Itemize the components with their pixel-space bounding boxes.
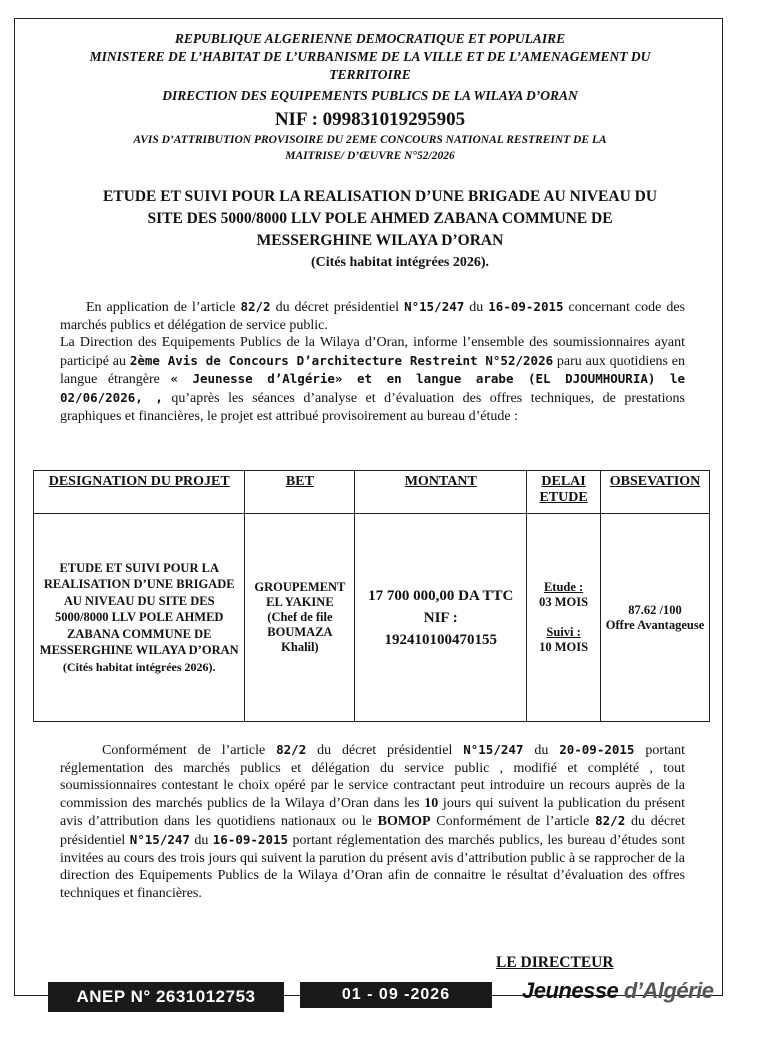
p2-text: du décret présidentiel xyxy=(60,814,685,848)
table-header-row xyxy=(34,471,710,514)
delai-suivi: 10 MOIS xyxy=(539,640,589,654)
signature-directeur: LE DIRECTEUR xyxy=(496,954,614,971)
montant-nif-label: NIF : xyxy=(423,609,458,626)
col-header-montant: MONTANT xyxy=(355,471,527,514)
p1-text: du xyxy=(464,300,489,315)
header-republic: REPUBLIQUE ALGERIENNE DEMOCRATIQUE ET POPULAIRE xyxy=(174,31,566,46)
header-direction: DIRECTION DES EQUIPEMENTS PUBLICS DE LA WILAYA D’ORAN xyxy=(162,88,578,103)
cell-delai xyxy=(527,514,601,722)
attribution-table xyxy=(33,470,710,722)
title-line-2: SITE DES 5000/8000 LLV POLE AHMED ZABANA COMMUNE DE xyxy=(147,210,613,227)
anep-badge: ANEP N° 2631012753 xyxy=(48,982,284,1012)
p2-text: Conformément de l’article xyxy=(102,743,277,758)
p2-bomop: BOMOP xyxy=(377,814,431,830)
col-header-observation: OBSEVATION xyxy=(601,471,710,514)
bet-name: GROUPEMENT EL YAKINE xyxy=(254,580,346,609)
p1-concours: 2ème Avis de Concours D’architecture Restreint N°52/2026 xyxy=(129,352,554,368)
observation-text: Offre Avantageuse xyxy=(605,617,705,632)
delai-etude-label: Etude : xyxy=(543,580,584,594)
avis-line-1: AVIS D’ATTRIBUTION PROVISOIRE DU 2EME CONCOURS NATIONAL RESTREINT DE LA xyxy=(133,134,607,146)
journal-name-part1: Jeunesse xyxy=(522,978,619,1003)
p2-article-2: 82/2 xyxy=(595,813,626,829)
cell-montant xyxy=(355,514,527,722)
project-title xyxy=(40,186,720,274)
p1-text: concernant code des marchés publics et délégation de service public. xyxy=(60,300,686,333)
p1-journals: « Jeunesse d’Algérie» et en langue arabe (EL DJOUMHOURIA) le 02/06/2026, , xyxy=(60,371,685,405)
paragraph-recours xyxy=(60,741,685,902)
delai-suivi-label: Suivi : xyxy=(546,625,581,639)
col-header-delai: DELAI ETUDE xyxy=(527,471,601,514)
p2-decree-2: N°15/247 xyxy=(129,831,190,847)
cell-bet xyxy=(245,514,355,722)
header-territoire: TERRITOIRE xyxy=(329,67,411,82)
observation-score: 87.62 /100 xyxy=(628,602,682,617)
delai-etude: 03 MOIS xyxy=(539,595,589,609)
p2-text: jours qui suivent la publication du présent avis d’attribution dans les quotidiens nationaux ou le xyxy=(60,795,685,830)
cell-designation xyxy=(34,514,245,722)
table-row xyxy=(34,514,710,722)
designation-cites: (Cités habitat intégrées 2026). xyxy=(62,659,216,674)
p1-text: du décret présidentiel xyxy=(270,300,405,315)
p2-decree: N°15/247 xyxy=(463,742,524,757)
p1-decree: N°15/247 xyxy=(404,299,465,314)
p2-article: 82/2 xyxy=(276,742,307,757)
cell-observation xyxy=(601,514,710,722)
p1-article: 82/2 xyxy=(240,299,271,314)
p2-text: du décret présidentiel xyxy=(306,743,464,758)
header-nif: NIF : 099831019295905 xyxy=(274,109,466,130)
designation-text: ETUDE ET SUIVI POUR LA REALISATION D’UNE BRIGADE AU NIVEAU DU SITE DES 5000/8000 LLV POLE AHMED ZABANA COMMUNE DE MESSERGHINE WILAYA D’ORAN xyxy=(39,560,239,658)
p2-text: portant réglementation des marchés publics, les bureau d’études sont invitées au cours des trois jours qui suivent la parution du présent avis d’attribution public à se rapprocher de la direction des Equipements Publics de la Wilaya d’Oran afin de connaitre le résultat d’évaluation des offres techniques et financières. xyxy=(60,832,686,901)
title-line-1: ETUDE ET SUIVI POUR LA REALISATION D’UNE BRIGADE AU NIVEAU DU xyxy=(102,188,658,205)
p2-text: du xyxy=(523,743,560,758)
paragraph-intro xyxy=(60,298,685,425)
p2-date: 20-09-2015 xyxy=(559,742,635,757)
journal-name-part2: d’Algérie xyxy=(618,978,714,1003)
p1-text: qu’après les séances d’analyse et d’évaluation des offres techniques, de prestations graphiques et financières, le projet est attribué provisoirement au bureau d’étude : xyxy=(60,390,685,424)
p1-text: La Direction des Equipements Publics de la Wilaya d’Oran, informe l’ensemble des soumissionnaires ayant participé au xyxy=(60,335,685,369)
montant-nif: 192410100470155 xyxy=(384,631,497,648)
p2-days: 10 xyxy=(424,795,439,811)
title-cites: (Cités habitat intégrées 2026). xyxy=(310,255,490,270)
p1-text: paru aux quotidiens en langue étrangère xyxy=(60,353,686,388)
avis-line-2: MAITRISE/ D’ŒUVRE N°52/2026 xyxy=(285,150,455,162)
p2-text: Conformément de l’article xyxy=(430,814,596,830)
p2-date-2: 16-09-2015 xyxy=(212,831,289,847)
col-header-bet: BET xyxy=(245,471,355,514)
header-avis xyxy=(60,132,680,164)
publication-date: 01 - 09 -2026 xyxy=(300,982,492,1008)
p2-text: portant réglementation des marchés publics et délégation du service public , modifié et complété , tout soumissionnaires contestant le choix opéré par le service contractant peut introduire un recours auprès de la commission des marchés publics de la Wilaya d’Oran dans les xyxy=(60,743,685,811)
p1-text: En application de l’article xyxy=(86,300,241,315)
col-header-designation: DESIGNATION DU PROJET xyxy=(34,471,245,514)
bet-chef: (Chef de file BOUMAZA Khalil) xyxy=(267,610,333,654)
montant-value: 17 700 000,00 DA TTC xyxy=(368,587,514,604)
p1-date: 16-09-2015 xyxy=(488,299,564,314)
title-line-3: MESSERGHINE WILAYA D’ORAN xyxy=(256,232,504,249)
header-ministry: MINISTERE DE L’HABITAT DE L’URBANISME DE LA VILLE ET DE L’AMENAGEMENT DU xyxy=(89,49,651,64)
p2-text: du xyxy=(189,832,213,848)
journal-logo xyxy=(522,978,714,1004)
